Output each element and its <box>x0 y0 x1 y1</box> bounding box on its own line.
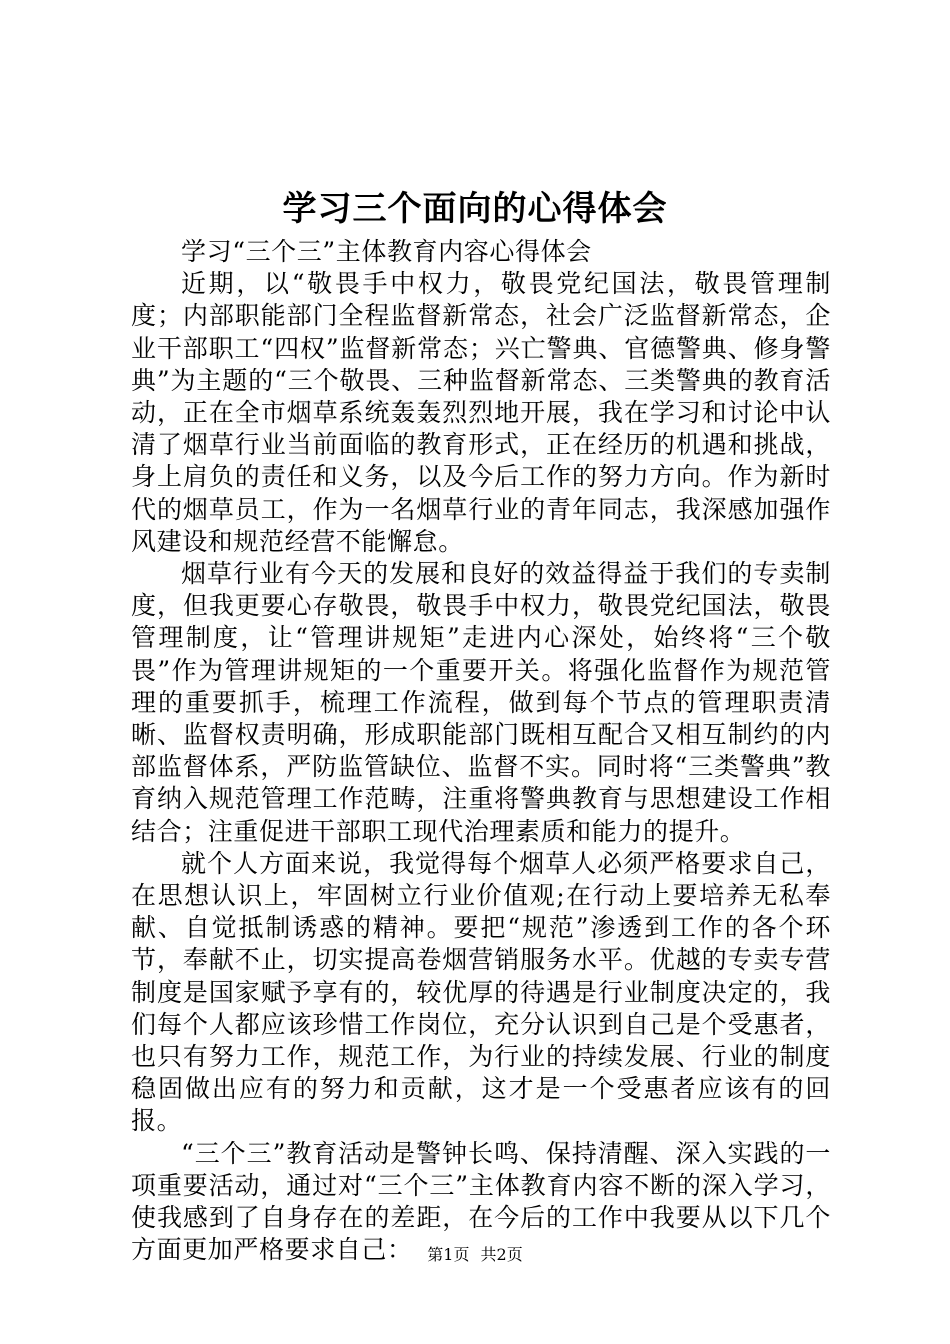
document-body <box>131 236 831 1267</box>
page-number: 第1页 <box>427 1245 470 1264</box>
body-paragraph: 近期，以“敬畏手中权力，敬畏党纪国法，敬畏管理制度；内部职能部门全程监督新常态，社会广泛监督新常态，企业干部职工“四权”监督新常态；兴亡警典、官德警典、修身警典”为主题的“三个敬畏、三种监督新常态、三类警典的教育活动，正在全市烟草系统轰轰烈烈地开展，我在学习和讨论中认清了烟草行业当前面临的教育形式，正在经历的机遇和挑战，身上肩负的责任和义务，以及今后工作的努力方向。作为新时代的烟草员工，作为一名烟草行业的青年同志，我深感加强作风建设和规范经营不能懈怠。 <box>131 269 831 556</box>
body-paragraph: 烟草行业有今天的发展和良好的效益得益于我们的专卖制度，但我更要心存敬畏，敬畏手中权力，敬畏党纪国法，敬畏管理制度，让“管理讲规矩”走进内心深处，始终将“三个敬畏”作为管理讲规矩的一个重要开关。将强化监督作为规范管理的重要抓手，梳理工作流程，做到每个节点的管理职责清晰、监督权责明确，形成职能部门既相互配合又相互制约的内部监督体系，严防监管缺位、监督不实。同时将“三类警典”教育纳入规范管理工作范畴，注重将警典教育与思想建设工作相结合；注重促进干部职工现代治理素质和能力的提升。 <box>131 559 831 846</box>
body-paragraph: 就个人方面来说，我觉得每个烟草人必须严格要求自己，在思想认识上，牢固树立行业价值观;在行动上要培养无私奉献、自觉抵制诱惑的精神。要把“规范”渗透到工作的各个环节，奉献不止，切实提高卷烟营销服务水平。优越的专卖专营制度是国家赋予享有的，较优厚的待遇是行业制度决定的，我们每个人都应该珍惜工作岗位，充分认识到自己是个受惠者，也只有努力工作，规范工作，为行业的持续发展、行业的制度稳固做出应有的努力和贡献，这才是一个受惠者应该有的回报。 <box>131 848 831 1136</box>
document-title: 学习三个面向的心得体会 <box>282 189 668 229</box>
page-footer <box>0 1244 950 1266</box>
subtitle-paragraph: 学习“三个三”主体教育内容心得体会 <box>181 237 592 266</box>
page-total: 共2页 <box>480 1245 523 1264</box>
body-paragraph: “三个三”教育活动是警钟长鸣、保持清醒、深入实践的一项重要活动，通过对“三个三”主体教育内容不断的深入学习，使我感到了自身存在的差距，在今后的工作中我要从以下几个方面更加严格要求自己： <box>131 1138 831 1265</box>
